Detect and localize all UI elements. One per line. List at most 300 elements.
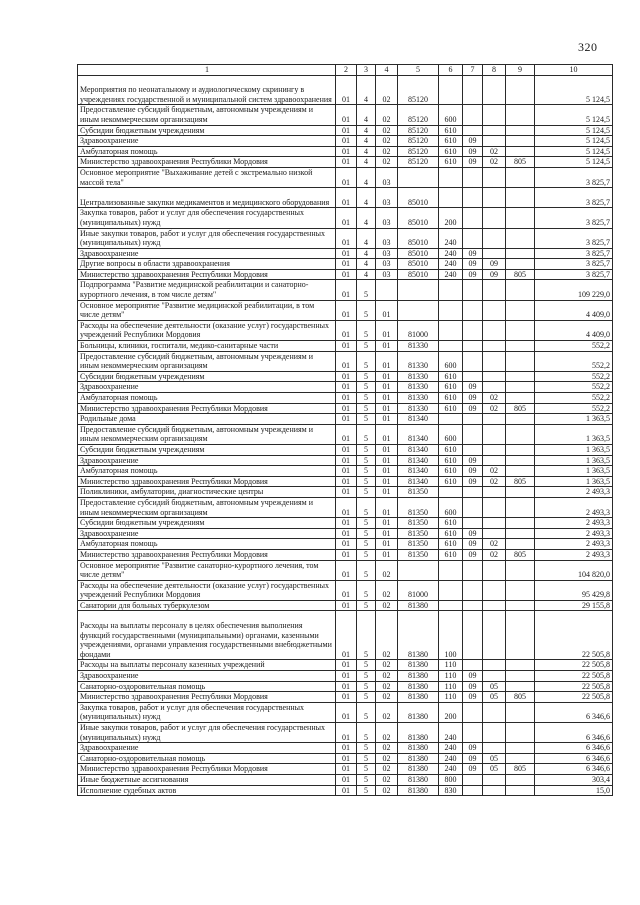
cell-ministry-code	[506, 560, 535, 580]
cell-event-code: 03	[376, 269, 398, 280]
cell-expense-type	[439, 75, 463, 105]
cell-subprogram-code: 4	[357, 269, 376, 280]
cell-amount: 3 825,7	[535, 228, 613, 248]
cell-target-code: 81380	[398, 785, 439, 796]
cell-expense-type: 240	[439, 723, 463, 743]
cell-program-code: 01	[336, 518, 357, 529]
cell-subprogram-code: 5	[357, 341, 376, 352]
cell-program-code: 01	[336, 660, 357, 671]
cell-section: 09	[463, 393, 483, 404]
cell-expense-type: 610	[439, 539, 463, 550]
cell-expense-type: 110	[439, 671, 463, 682]
cell-section: 09	[463, 248, 483, 259]
cell-ministry-code	[506, 600, 535, 611]
cell-expense-type: 610	[439, 444, 463, 455]
cell-description: Амбулаторная помощь	[78, 146, 336, 157]
cell-section	[463, 723, 483, 743]
cell-event-code: 02	[376, 753, 398, 764]
cell-amount: 22 505,8	[535, 671, 613, 682]
table-row	[78, 269, 613, 280]
cell-subprogram-code: 5	[357, 702, 376, 722]
cell-program-code: 01	[336, 188, 357, 208]
table-row	[78, 300, 613, 320]
cell-subprogram-code: 5	[357, 560, 376, 580]
cell-description: Здравоохранение	[78, 455, 336, 466]
cell-ministry-code	[506, 393, 535, 404]
table-row	[78, 371, 613, 382]
cell-event-code: 02	[376, 136, 398, 147]
cell-amount: 95 429,8	[535, 580, 613, 600]
cell-amount: 303,4	[535, 775, 613, 786]
cell-target-code: 85120	[398, 146, 439, 157]
cell-program-code: 01	[336, 259, 357, 270]
cell-amount: 2 493,3	[535, 539, 613, 550]
cell-program-code: 01	[336, 269, 357, 280]
cell-event-code: 01	[376, 528, 398, 539]
cell-event-code	[376, 280, 398, 300]
budget-table	[77, 64, 613, 796]
cell-program-code: 01	[336, 371, 357, 382]
cell-subsection	[483, 424, 506, 444]
cell-subsection	[483, 611, 506, 660]
cell-subprogram-code: 5	[357, 455, 376, 466]
cell-subsection	[483, 444, 506, 455]
table-row	[78, 764, 613, 775]
cell-amount: 3 825,7	[535, 188, 613, 208]
table-row	[78, 528, 613, 539]
cell-subprogram-code: 5	[357, 600, 376, 611]
cell-subsection	[483, 208, 506, 228]
cell-ministry-code	[506, 167, 535, 187]
cell-subsection: 02	[483, 539, 506, 550]
cell-subsection	[483, 455, 506, 466]
cell-description: Субсидии бюджетным учреждениям	[78, 518, 336, 529]
table-row	[78, 424, 613, 444]
cell-program-code: 01	[336, 723, 357, 743]
cell-program-code: 01	[336, 167, 357, 187]
cell-target-code: 81330	[398, 403, 439, 414]
cell-ministry-code	[506, 487, 535, 498]
cell-expense-type: 100	[439, 611, 463, 660]
cell-event-code: 01	[376, 539, 398, 550]
cell-event-code: 02	[376, 600, 398, 611]
cell-expense-type	[439, 487, 463, 498]
column-header-10: 10	[535, 65, 613, 76]
table-row	[78, 403, 613, 414]
cell-description: Предоставление субсидий бюджетным, автономным учреждениям и иным некоммерческим организациям	[78, 424, 336, 444]
cell-program-code: 01	[336, 208, 357, 228]
cell-amount: 6 346,6	[535, 743, 613, 754]
cell-target-code: 85010	[398, 259, 439, 270]
table-row	[78, 455, 613, 466]
cell-target-code: 81340	[398, 476, 439, 487]
cell-event-code: 01	[376, 466, 398, 477]
cell-amount: 2 493,3	[535, 528, 613, 539]
cell-program-code: 01	[336, 393, 357, 404]
cell-subsection	[483, 723, 506, 743]
cell-subprogram-code: 5	[357, 444, 376, 455]
cell-description: Министерство здравоохранения Республики Мордовия	[78, 269, 336, 280]
cell-section	[463, 228, 483, 248]
cell-subprogram-code: 5	[357, 300, 376, 320]
table-row	[78, 259, 613, 270]
cell-event-code: 03	[376, 228, 398, 248]
cell-ministry-code	[506, 382, 535, 393]
cell-subsection	[483, 280, 506, 300]
cell-target-code: 81380	[398, 660, 439, 671]
cell-description: Иные бюджетные ассигнования	[78, 775, 336, 786]
cell-section	[463, 351, 483, 371]
cell-amount: 6 346,6	[535, 764, 613, 775]
cell-description: Больницы, клиники, госпитали, медико-санитарные части	[78, 341, 336, 352]
cell-subprogram-code: 4	[357, 208, 376, 228]
cell-expense-type: 600	[439, 351, 463, 371]
cell-amount: 5 124,5	[535, 136, 613, 147]
cell-section: 09	[463, 136, 483, 147]
cell-subsection	[483, 167, 506, 187]
table-row	[78, 723, 613, 743]
cell-event-code: 01	[376, 371, 398, 382]
cell-event-code: 01	[376, 341, 398, 352]
cell-ministry-code	[506, 753, 535, 764]
table-row	[78, 692, 613, 703]
cell-program-code: 01	[336, 403, 357, 414]
cell-section: 09	[463, 681, 483, 692]
cell-section: 09	[463, 157, 483, 168]
cell-subsection	[483, 382, 506, 393]
column-header-8: 8	[483, 65, 506, 76]
cell-ministry-code	[506, 444, 535, 455]
cell-subprogram-code: 4	[357, 157, 376, 168]
table-row	[78, 466, 613, 477]
cell-ministry-code	[506, 497, 535, 517]
cell-amount: 5 124,5	[535, 75, 613, 105]
cell-amount: 5 124,5	[535, 157, 613, 168]
cell-target-code: 81380	[398, 611, 439, 660]
cell-subsection	[483, 248, 506, 259]
cell-expense-type	[439, 280, 463, 300]
cell-program-code: 01	[336, 600, 357, 611]
cell-program-code: 01	[336, 775, 357, 786]
cell-description: Иные закупки товаров, работ и услуг для обеспечения государственных (муниципальных) нужд	[78, 723, 336, 743]
cell-expense-type: 240	[439, 248, 463, 259]
cell-section: 09	[463, 743, 483, 754]
cell-event-code: 02	[376, 105, 398, 125]
table-row	[78, 497, 613, 517]
cell-ministry-code	[506, 424, 535, 444]
table-row	[78, 539, 613, 550]
cell-event-code: 02	[376, 775, 398, 786]
cell-expense-type	[439, 167, 463, 187]
cell-target-code	[398, 167, 439, 187]
cell-section: 09	[463, 382, 483, 393]
cell-target-code: 81330	[398, 393, 439, 404]
cell-description: Закупка товаров, работ и услуг для обеспечения государственных (муниципальных) нужд	[78, 208, 336, 228]
cell-section: 09	[463, 466, 483, 477]
cell-subprogram-code: 5	[357, 382, 376, 393]
cell-expense-type: 200	[439, 208, 463, 228]
cell-program-code: 01	[336, 785, 357, 796]
cell-subprogram-code: 5	[357, 476, 376, 487]
cell-description: Министерство здравоохранения Республики Мордовия	[78, 692, 336, 703]
cell-target-code: 85010	[398, 248, 439, 259]
cell-amount: 552,2	[535, 382, 613, 393]
cell-program-code: 01	[336, 539, 357, 550]
cell-subprogram-code: 5	[357, 487, 376, 498]
cell-expense-type: 610	[439, 125, 463, 136]
table-row	[78, 611, 613, 660]
cell-description: Расходы на выплаты персоналу казенных учреждений	[78, 660, 336, 671]
cell-expense-type: 110	[439, 692, 463, 703]
cell-program-code: 01	[336, 611, 357, 660]
cell-event-code: 02	[376, 702, 398, 722]
cell-expense-type: 610	[439, 157, 463, 168]
cell-program-code: 01	[336, 125, 357, 136]
cell-ministry-code	[506, 539, 535, 550]
cell-description: Родильные дома	[78, 414, 336, 425]
column-header-5: 5	[398, 65, 439, 76]
cell-program-code: 01	[336, 382, 357, 393]
cell-target-code: 85010	[398, 269, 439, 280]
cell-amount: 4 409,0	[535, 300, 613, 320]
cell-target-code: 81380	[398, 723, 439, 743]
cell-event-code: 02	[376, 611, 398, 660]
cell-subsection	[483, 560, 506, 580]
cell-subprogram-code: 4	[357, 188, 376, 208]
cell-amount: 3 825,7	[535, 259, 613, 270]
table-row	[78, 125, 613, 136]
table-row	[78, 775, 613, 786]
cell-amount: 4 409,0	[535, 320, 613, 340]
cell-section	[463, 580, 483, 600]
cell-subprogram-code: 4	[357, 105, 376, 125]
cell-program-code: 01	[336, 692, 357, 703]
cell-event-code: 02	[376, 75, 398, 105]
cell-description: Поликлиники, амбулатории, диагностические центры	[78, 487, 336, 498]
cell-target-code: 81380	[398, 692, 439, 703]
cell-expense-type: 240	[439, 259, 463, 270]
cell-expense-type: 200	[439, 702, 463, 722]
cell-target-code: 81380	[398, 702, 439, 722]
cell-program-code: 01	[336, 743, 357, 754]
cell-amount: 1 363,5	[535, 455, 613, 466]
cell-event-code: 03	[376, 188, 398, 208]
cell-section: 09	[463, 455, 483, 466]
cell-program-code: 01	[336, 466, 357, 477]
cell-section	[463, 497, 483, 517]
cell-ministry-code	[506, 146, 535, 157]
cell-subprogram-code: 5	[357, 424, 376, 444]
cell-program-code: 01	[336, 702, 357, 722]
cell-ministry-code	[506, 341, 535, 352]
cell-target-code: 81380	[398, 743, 439, 754]
cell-description: Здравоохранение	[78, 136, 336, 147]
column-header-4: 4	[376, 65, 398, 76]
cell-subsection: 05	[483, 753, 506, 764]
cell-expense-type: 610	[439, 476, 463, 487]
cell-event-code: 02	[376, 125, 398, 136]
cell-description: Расходы на выплаты персоналу в целях обеспечения выполнения функций государственными (муниципальными) органами, казенными учреждениями, органами управления государственными внебюджетными фондами	[78, 611, 336, 660]
cell-event-code: 01	[376, 403, 398, 414]
cell-subsection	[483, 702, 506, 722]
header-row	[78, 65, 613, 76]
cell-amount: 5 124,5	[535, 125, 613, 136]
cell-program-code: 01	[336, 228, 357, 248]
cell-expense-type: 600	[439, 497, 463, 517]
cell-subsection	[483, 341, 506, 352]
cell-section	[463, 518, 483, 529]
cell-description: Санаторно-оздоровительная помощь	[78, 681, 336, 692]
cell-section	[463, 424, 483, 444]
cell-section	[463, 702, 483, 722]
cell-program-code: 01	[336, 248, 357, 259]
cell-ministry-code	[506, 528, 535, 539]
cell-subprogram-code: 5	[357, 580, 376, 600]
cell-subsection	[483, 785, 506, 796]
cell-event-code: 01	[376, 444, 398, 455]
cell-expense-type: 240	[439, 753, 463, 764]
cell-event-code: 01	[376, 320, 398, 340]
cell-expense-type: 830	[439, 785, 463, 796]
cell-event-code: 03	[376, 208, 398, 228]
cell-ministry-code	[506, 371, 535, 382]
cell-expense-type: 610	[439, 549, 463, 560]
cell-target-code: 85120	[398, 125, 439, 136]
cell-ministry-code	[506, 320, 535, 340]
cell-subsection	[483, 188, 506, 208]
cell-section	[463, 280, 483, 300]
cell-section	[463, 320, 483, 340]
table-row	[78, 444, 613, 455]
cell-amount: 22 505,8	[535, 660, 613, 671]
cell-program-code: 01	[336, 753, 357, 764]
cell-subsection: 02	[483, 393, 506, 404]
cell-event-code: 02	[376, 692, 398, 703]
cell-ministry-code: 805	[506, 476, 535, 487]
cell-event-code: 03	[376, 248, 398, 259]
cell-subprogram-code: 5	[357, 692, 376, 703]
cell-expense-type: 610	[439, 518, 463, 529]
cell-event-code: 02	[376, 743, 398, 754]
cell-amount: 2 493,3	[535, 518, 613, 529]
cell-subsection	[483, 518, 506, 529]
cell-amount: 109 229,0	[535, 280, 613, 300]
cell-section: 09	[463, 671, 483, 682]
cell-ministry-code	[506, 785, 535, 796]
cell-subprogram-code: 5	[357, 539, 376, 550]
cell-description: Министерство здравоохранения Республики Мордовия	[78, 403, 336, 414]
cell-description: Здравоохранение	[78, 382, 336, 393]
cell-section	[463, 208, 483, 228]
cell-description: Здравоохранение	[78, 743, 336, 754]
cell-amount: 5 124,5	[535, 146, 613, 157]
cell-description: Подпрограмма "Развитие медицинской реабилитации и санаторно-курортного лечения, в том числе детям"	[78, 280, 336, 300]
cell-section	[463, 341, 483, 352]
cell-subprogram-code: 5	[357, 785, 376, 796]
cell-program-code: 01	[336, 157, 357, 168]
cell-expense-type	[439, 320, 463, 340]
cell-subprogram-code: 5	[357, 528, 376, 539]
cell-ministry-code	[506, 125, 535, 136]
cell-subprogram-code: 5	[357, 671, 376, 682]
cell-section	[463, 167, 483, 187]
table-row	[78, 549, 613, 560]
cell-target-code: 81380	[398, 764, 439, 775]
cell-amount: 3 825,7	[535, 208, 613, 228]
cell-section: 09	[463, 764, 483, 775]
cell-ministry-code	[506, 414, 535, 425]
cell-amount: 552,2	[535, 351, 613, 371]
cell-subsection	[483, 414, 506, 425]
table-row	[78, 476, 613, 487]
table-row	[78, 681, 613, 692]
cell-ministry-code	[506, 248, 535, 259]
cell-description: Санатории для больных туберкулезом	[78, 600, 336, 611]
cell-expense-type: 240	[439, 269, 463, 280]
cell-section: 09	[463, 269, 483, 280]
cell-expense-type	[439, 414, 463, 425]
cell-description: Субсидии бюджетным учреждениям	[78, 125, 336, 136]
cell-subprogram-code: 5	[357, 753, 376, 764]
cell-expense-type: 610	[439, 466, 463, 477]
table-row	[78, 414, 613, 425]
cell-subsection	[483, 351, 506, 371]
cell-section	[463, 660, 483, 671]
cell-target-code: 85010	[398, 188, 439, 208]
cell-program-code: 01	[336, 764, 357, 775]
cell-section	[463, 487, 483, 498]
cell-target-code: 81380	[398, 681, 439, 692]
cell-expense-type	[439, 560, 463, 580]
cell-event-code: 02	[376, 660, 398, 671]
cell-target-code: 81350	[398, 539, 439, 550]
cell-subprogram-code: 5	[357, 611, 376, 660]
cell-target-code: 81380	[398, 671, 439, 682]
cell-subsection: 09	[483, 259, 506, 270]
table-row	[78, 341, 613, 352]
column-header-3: 3	[357, 65, 376, 76]
cell-section: 09	[463, 146, 483, 157]
column-header-9: 9	[506, 65, 535, 76]
cell-description: Предоставление субсидий бюджетным, автономным учреждениям и иным некоммерческим организациям	[78, 351, 336, 371]
cell-event-code: 02	[376, 580, 398, 600]
cell-target-code: 85120	[398, 136, 439, 147]
cell-ministry-code	[506, 300, 535, 320]
cell-event-code: 01	[376, 518, 398, 529]
cell-event-code: 01	[376, 351, 398, 371]
cell-ministry-code	[506, 743, 535, 754]
cell-subsection: 02	[483, 466, 506, 477]
cell-expense-type: 610	[439, 455, 463, 466]
cell-subsection	[483, 125, 506, 136]
cell-subprogram-code: 5	[357, 723, 376, 743]
table-row	[78, 208, 613, 228]
cell-subsection	[483, 671, 506, 682]
table-row	[78, 518, 613, 529]
table-row	[78, 188, 613, 208]
table-row	[78, 280, 613, 300]
cell-amount: 2 493,3	[535, 497, 613, 517]
cell-target-code: 85120	[398, 75, 439, 105]
cell-target-code: 81340	[398, 444, 439, 455]
cell-program-code: 01	[336, 549, 357, 560]
cell-subsection: 05	[483, 764, 506, 775]
cell-target-code: 85010	[398, 228, 439, 248]
cell-event-code: 01	[376, 476, 398, 487]
cell-target-code: 81380	[398, 775, 439, 786]
cell-expense-type: 600	[439, 105, 463, 125]
table-row	[78, 753, 613, 764]
